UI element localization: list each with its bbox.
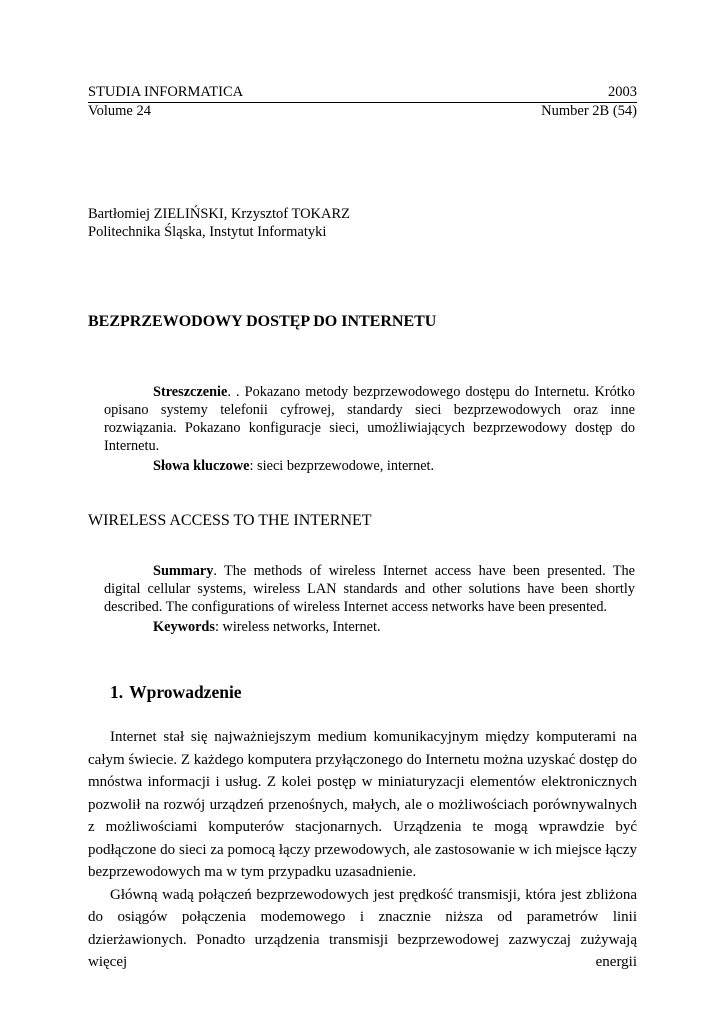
keywords-en xyxy=(104,618,635,636)
author-block xyxy=(88,205,637,241)
abstract-en-text xyxy=(104,562,635,616)
running-header-issue xyxy=(88,103,637,119)
author-names: Bartłomiej ZIELIŃSKI, Krzysztof TOKARZ xyxy=(88,206,351,222)
section-number: 1. xyxy=(110,682,124,702)
section-body xyxy=(88,726,637,974)
journal-volume: Volume 24 xyxy=(88,103,151,119)
section-title: Wprowadzenie xyxy=(129,682,242,702)
keywords-pl-label: Słowa kluczowe xyxy=(153,458,250,474)
body-paragraph: Główną wadą połączeń bezprzewodowych jest prędkość transmisji, która jest zbliżona do osiągów połączenia modemowego i znacznie niższa od parametrów linii dzierżawionych. Ponadto urządzenia transmisji bezprzewodowej zazwyczaj zużywają więcej energii xyxy=(88,886,637,970)
abstract-en-body: . The methods of wireless Internet access have been presented. The digital cellular systems, wireless LAN standards and other solutions have been shortly described. The configurations of wireless Internet access networks have been presented. xyxy=(104,563,635,615)
author-affiliation: Politechnika Śląska, Instytut Informatyki xyxy=(88,224,327,240)
body-paragraph: Internet stał się najważniejszym medium komunikacyjnym między komputerami na całym świecie. Z każdego komputera przyłączonego do Internetu można uzyskać dostęp do mnóstwa informacji i usług. Z kolei postęp w miniaturyzacji elementów elektronicznych pozwolił na rozwój urządzeń przenośnych, małych, ale o możliwościach porównywalnych z możliwościami komputerów stacjonarnych. Urządzenia te mogą wprawdzie być podłączone do sieci za pomocą łączy przewodowych, ale zastosowanie w ich miejsce łączy bezprzewodowych ma w tym przypadku uzasadnienie. xyxy=(88,729,637,880)
keywords-pl-list: : sieci bezprzewodowe, internet. xyxy=(249,458,435,474)
running-header xyxy=(88,84,637,100)
paper-page xyxy=(88,0,637,974)
paper-title-pl: BEZPRZEWODOWY DOSTĘP DO INTERNETU xyxy=(88,313,437,330)
abstract-pl-body: . . Pokazano metody bezprzewodowego dostępu do Internetu. Krótko opisano systemy telefonii cyfrowej, standardy sieci bezprzewodowych oraz inne rozwiązania. Pokazano konfiguracje sieci, umożliwiających bezprzewodowy dostęp do Internetu. xyxy=(104,384,635,454)
paper-title-en: WIRELESS ACCESS TO THE INTERNET xyxy=(88,512,372,529)
abstract-pl xyxy=(104,383,635,475)
journal-number: Number 2B (54) xyxy=(541,103,637,119)
abstract-en-label: Summary xyxy=(153,563,214,579)
abstract-en xyxy=(104,562,635,636)
keywords-en-list: : wireless networks, Internet. xyxy=(214,619,381,635)
keywords-pl xyxy=(104,457,635,475)
section-heading xyxy=(88,681,637,703)
journal-name: STUDIA INFORMATICA xyxy=(88,84,244,100)
abstract-pl-text xyxy=(104,383,635,455)
journal-year: 2003 xyxy=(608,84,637,100)
keywords-en-label: Keywords xyxy=(153,619,215,635)
abstract-pl-label: Streszczenie xyxy=(153,384,228,400)
